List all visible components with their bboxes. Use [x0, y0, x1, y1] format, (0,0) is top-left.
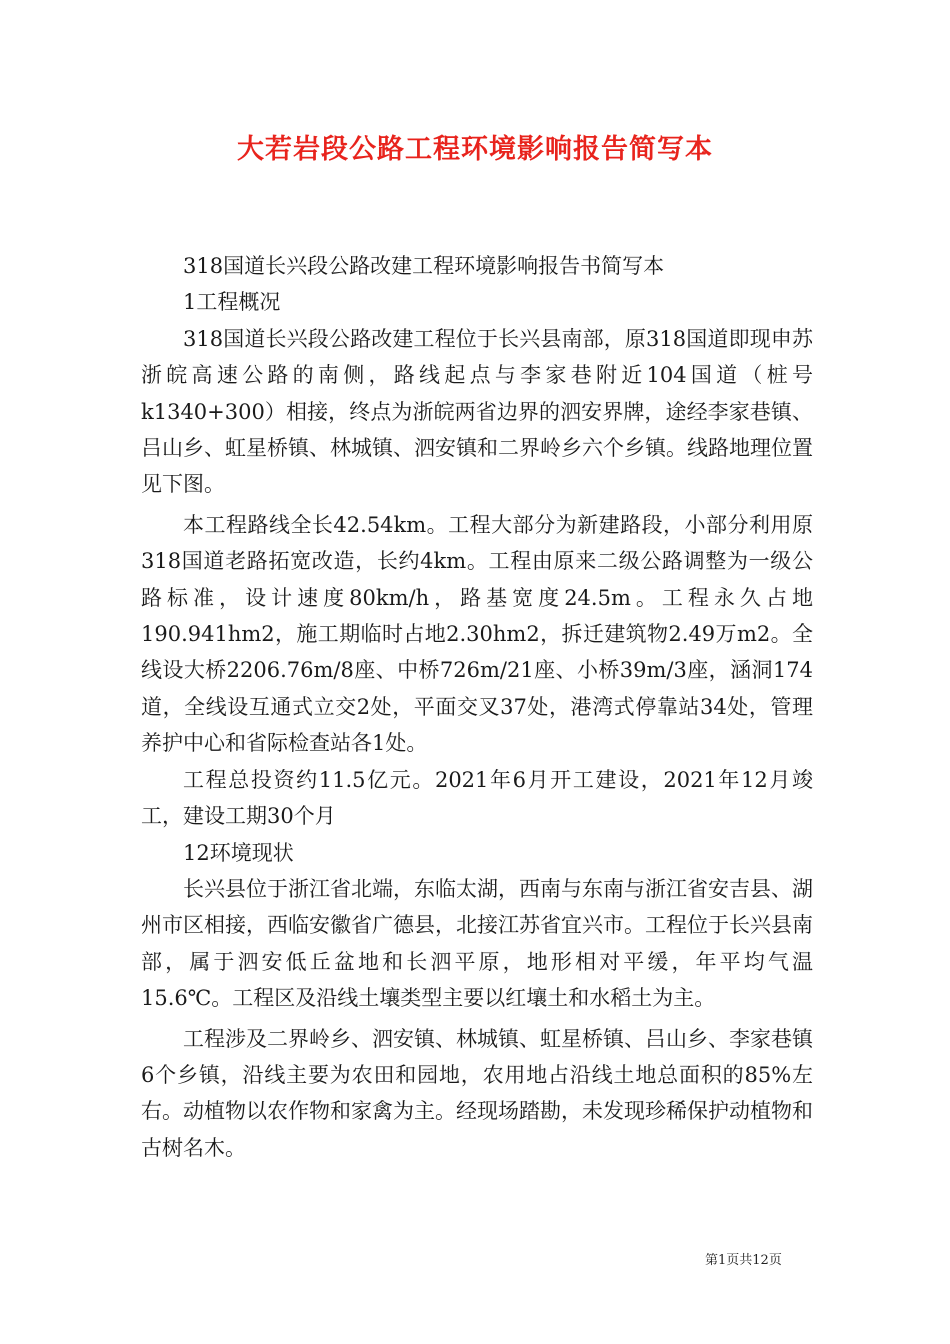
paragraph-investment-schedule: 工程总投资约11.5亿元。2021年6月开工建设，2021年12月竣工，建设工期30个月 — [141, 767, 813, 829]
paragraph-land-use-ecology: 工程涉及二界岭乡、泗安镇、林城镇、虹星桥镇、吕山乡、李家巷镇6个乡镇，沿线主要为农田和园地，农用地占沿线土地总面积的85%左右。动植物以农作物和家禽为主。经现场踏勘，未发现珍稀保护动植物和古树名木。 — [141, 1026, 813, 1160]
paragraph-project-scale: 本工程路线全长42.54km。工程大部分为新建路段，小部分利用原318国道老路拓宽改造，长约4km。工程由原来二级公路调整为一级公路标准，设计速度80km/h，路基宽度24.5m。工程永久占地190.941hm2，施工期临时占地2.30hm2，拆迁建筑物2.49万m2。全线设大桥2206.76m/8座、中桥726m/21座、小桥39m/3座，涵洞174道，全线设互通式立交2处，平面交叉37处，港湾式停靠站34处，管理养护中心和省际检查站各1处。 — [141, 512, 813, 756]
page-number: 第1页共12页 — [705, 1253, 782, 1268]
document-title: 大若岩段公路工程环境影响报告简写本 — [237, 134, 713, 165]
report-subtitle: 318国道长兴段公路改建工程环境影响报告书简写本 — [183, 254, 665, 278]
paragraph-project-location: 318国道长兴段公路改建工程位于长兴县南部，原318国道即现申苏浙皖高速公路的南侧，路线起点与李家巷附近104国道（桩号k1340+300）相接，终点为浙皖两省边界的泗安界牌，途经李家巷镇、吕山乡、虹星桥镇、林城镇、泗安镇和二界岭乡六个乡镇。线路地理位置见下图。 — [141, 326, 813, 497]
section-heading-project-overview: 1工程概况 — [183, 290, 281, 315]
section-heading-environment-status: 12环境现状 — [183, 840, 294, 865]
document-body — [141, 248, 813, 1166]
paragraph-regional-environment: 长兴县位于浙江省北端，东临太湖，西南与东南与浙江省安吉县、湖州市区相接，西临安徽省广德县，北接江苏省宜兴市。工程位于长兴县南部，属于泗安低丘盆地和长泗平原，地形相对平缓，年平均气温15.6℃。工程区及沿线土壤类型主要以红壤土和水稻土为主。 — [141, 876, 813, 1011]
